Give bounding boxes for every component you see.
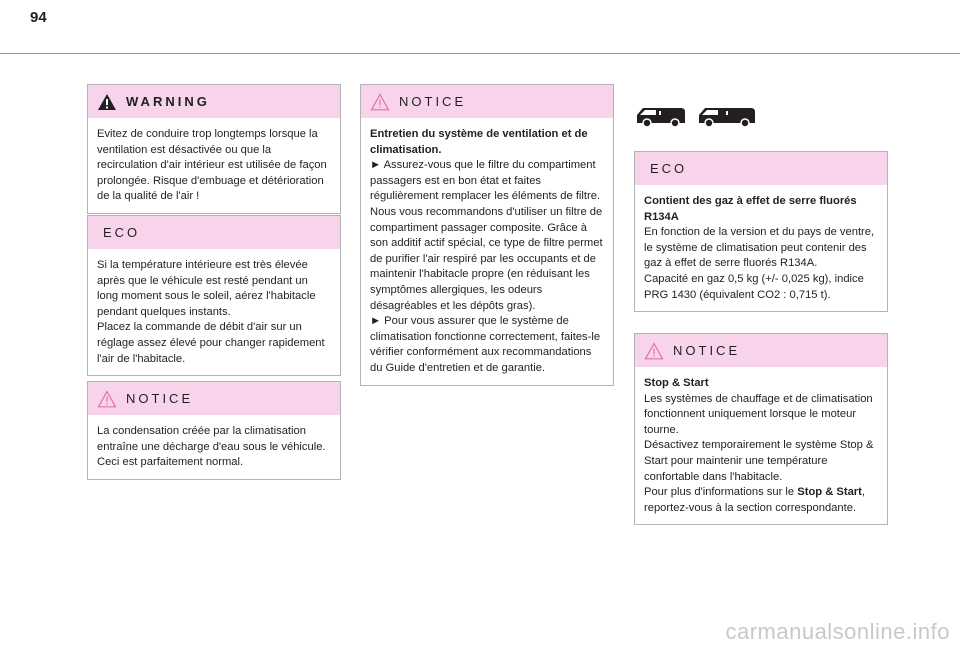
van-icons [634,104,758,128]
eco-header [88,216,340,249]
stop-start-paragraph-3: Pour plus d'informations sur le Stop & Start, [644,486,865,499]
notice-body [88,415,340,479]
maintenance-bullet-2: ► Pour vous assurer que le système de climatisation fonctionne correctement, faites-le vérifier conformément aux recommandations du Guide d'entretien et de garantie. [370,315,601,374]
warning-body [88,118,340,213]
van-icon [696,104,758,128]
stop-start-paragraph-4: reportez-vous à la section correspondante. [644,501,857,514]
notice-box [87,381,341,480]
stop-start-paragraph-2: Désactivez temporairement le système Stop & Start pour maintenir une température confortable dans l'habitacle. [644,439,874,483]
eco-gas-box [634,151,888,312]
notice-header [88,382,340,415]
warning-header [88,85,340,118]
warning-triangle-icon [97,93,117,111]
warning-title: WARNING [126,94,210,109]
eco-gas-paragraph-2: Capacité en gaz 0,5 kg (+/- 0,025 kg), indice PRG 1430 (équivalent CO2 : 0,715 t). [644,272,864,301]
eco-gas-paragraph-1: En fonction de la version et du pays de ventre, le système de climatisation peut contenir des gaz à effet de serre fluorés R134A. [644,226,875,270]
stop-start-notice-header [635,334,887,367]
eco-gas-heading: Contient des gaz à effet de serre fluorés R134A [644,195,857,223]
eco-paragraph-2: Placez la commande de débit d'air sur un réglage assez élevé pour changer rapidement l'air de l'habitacle. [97,321,325,365]
eco-paragraph-1: Si la température intérieure est très élevée après que le véhicule est resté pendant un long moment sous le soleil, aérez l'habitacle pendant quelques instants. [97,259,316,318]
eco-body [88,249,340,375]
stop-start-heading: Stop & Start [644,377,709,389]
maintenance-notice-title: NOTICE [399,94,467,109]
top-divider [0,53,960,54]
warning-box [87,84,341,214]
maintenance-notice-box [360,84,614,386]
van-icon [634,104,688,128]
eco-title: ECO [103,225,141,240]
stop-start-notice-title: NOTICE [673,343,741,358]
stop-start-notice-box [634,333,888,525]
maintenance-notice-body [361,118,613,385]
warning-text: Evitez de conduire trop longtemps lorsque la ventilation est désactivée ou que la recirculation d'air intérieur est utilisée de façon prolongée. Risque d'embuage et détérioration de la qualité de l'air ! [97,128,327,203]
maintenance-bullet-1: ► Assurez-vous que le filtre du compartiment passagers est en bon état et faites régulièrement remplacer les éléments de filtre. [370,159,601,203]
maintenance-notice-header [361,85,613,118]
eco-gas-header [635,152,887,185]
footer-watermark: carmanualsonline.info [725,619,950,644]
eco-box [87,215,341,376]
maintenance-paragraph: Nous vous recommandons d'utiliser un filtre de compartiment passager composite. Grâce à son additif actif spécial, ce type de filtre permet de purifier l'air respiré par les occupants et de maintenir l'habitacle propre (en réduisant les symptômes allergiques, les odeurs désagréables et les dépôts gras). [370,205,603,312]
maintenance-heading: Entretien du système de ventilation et de climatisation. [370,128,588,156]
notice-text: La condensation créée par la climatisation entraîne une décharge d'eau sous le véhicule. Ceci est parfaitement normal. [97,425,326,469]
stop-start-paragraph-1: Les systèmes de chauffage et de climatisation fonctionnent uniquement lorsque le moteur tourne. [644,392,873,436]
stop-start-notice-body [635,367,887,524]
notice-triangle-icon [97,390,117,408]
eco-gas-title: ECO [650,161,688,176]
page-number: 94 [30,9,47,26]
notice-title: NOTICE [126,391,194,406]
eco-gas-body [635,185,887,311]
notice-triangle-icon [370,93,390,111]
notice-triangle-icon [644,342,664,360]
